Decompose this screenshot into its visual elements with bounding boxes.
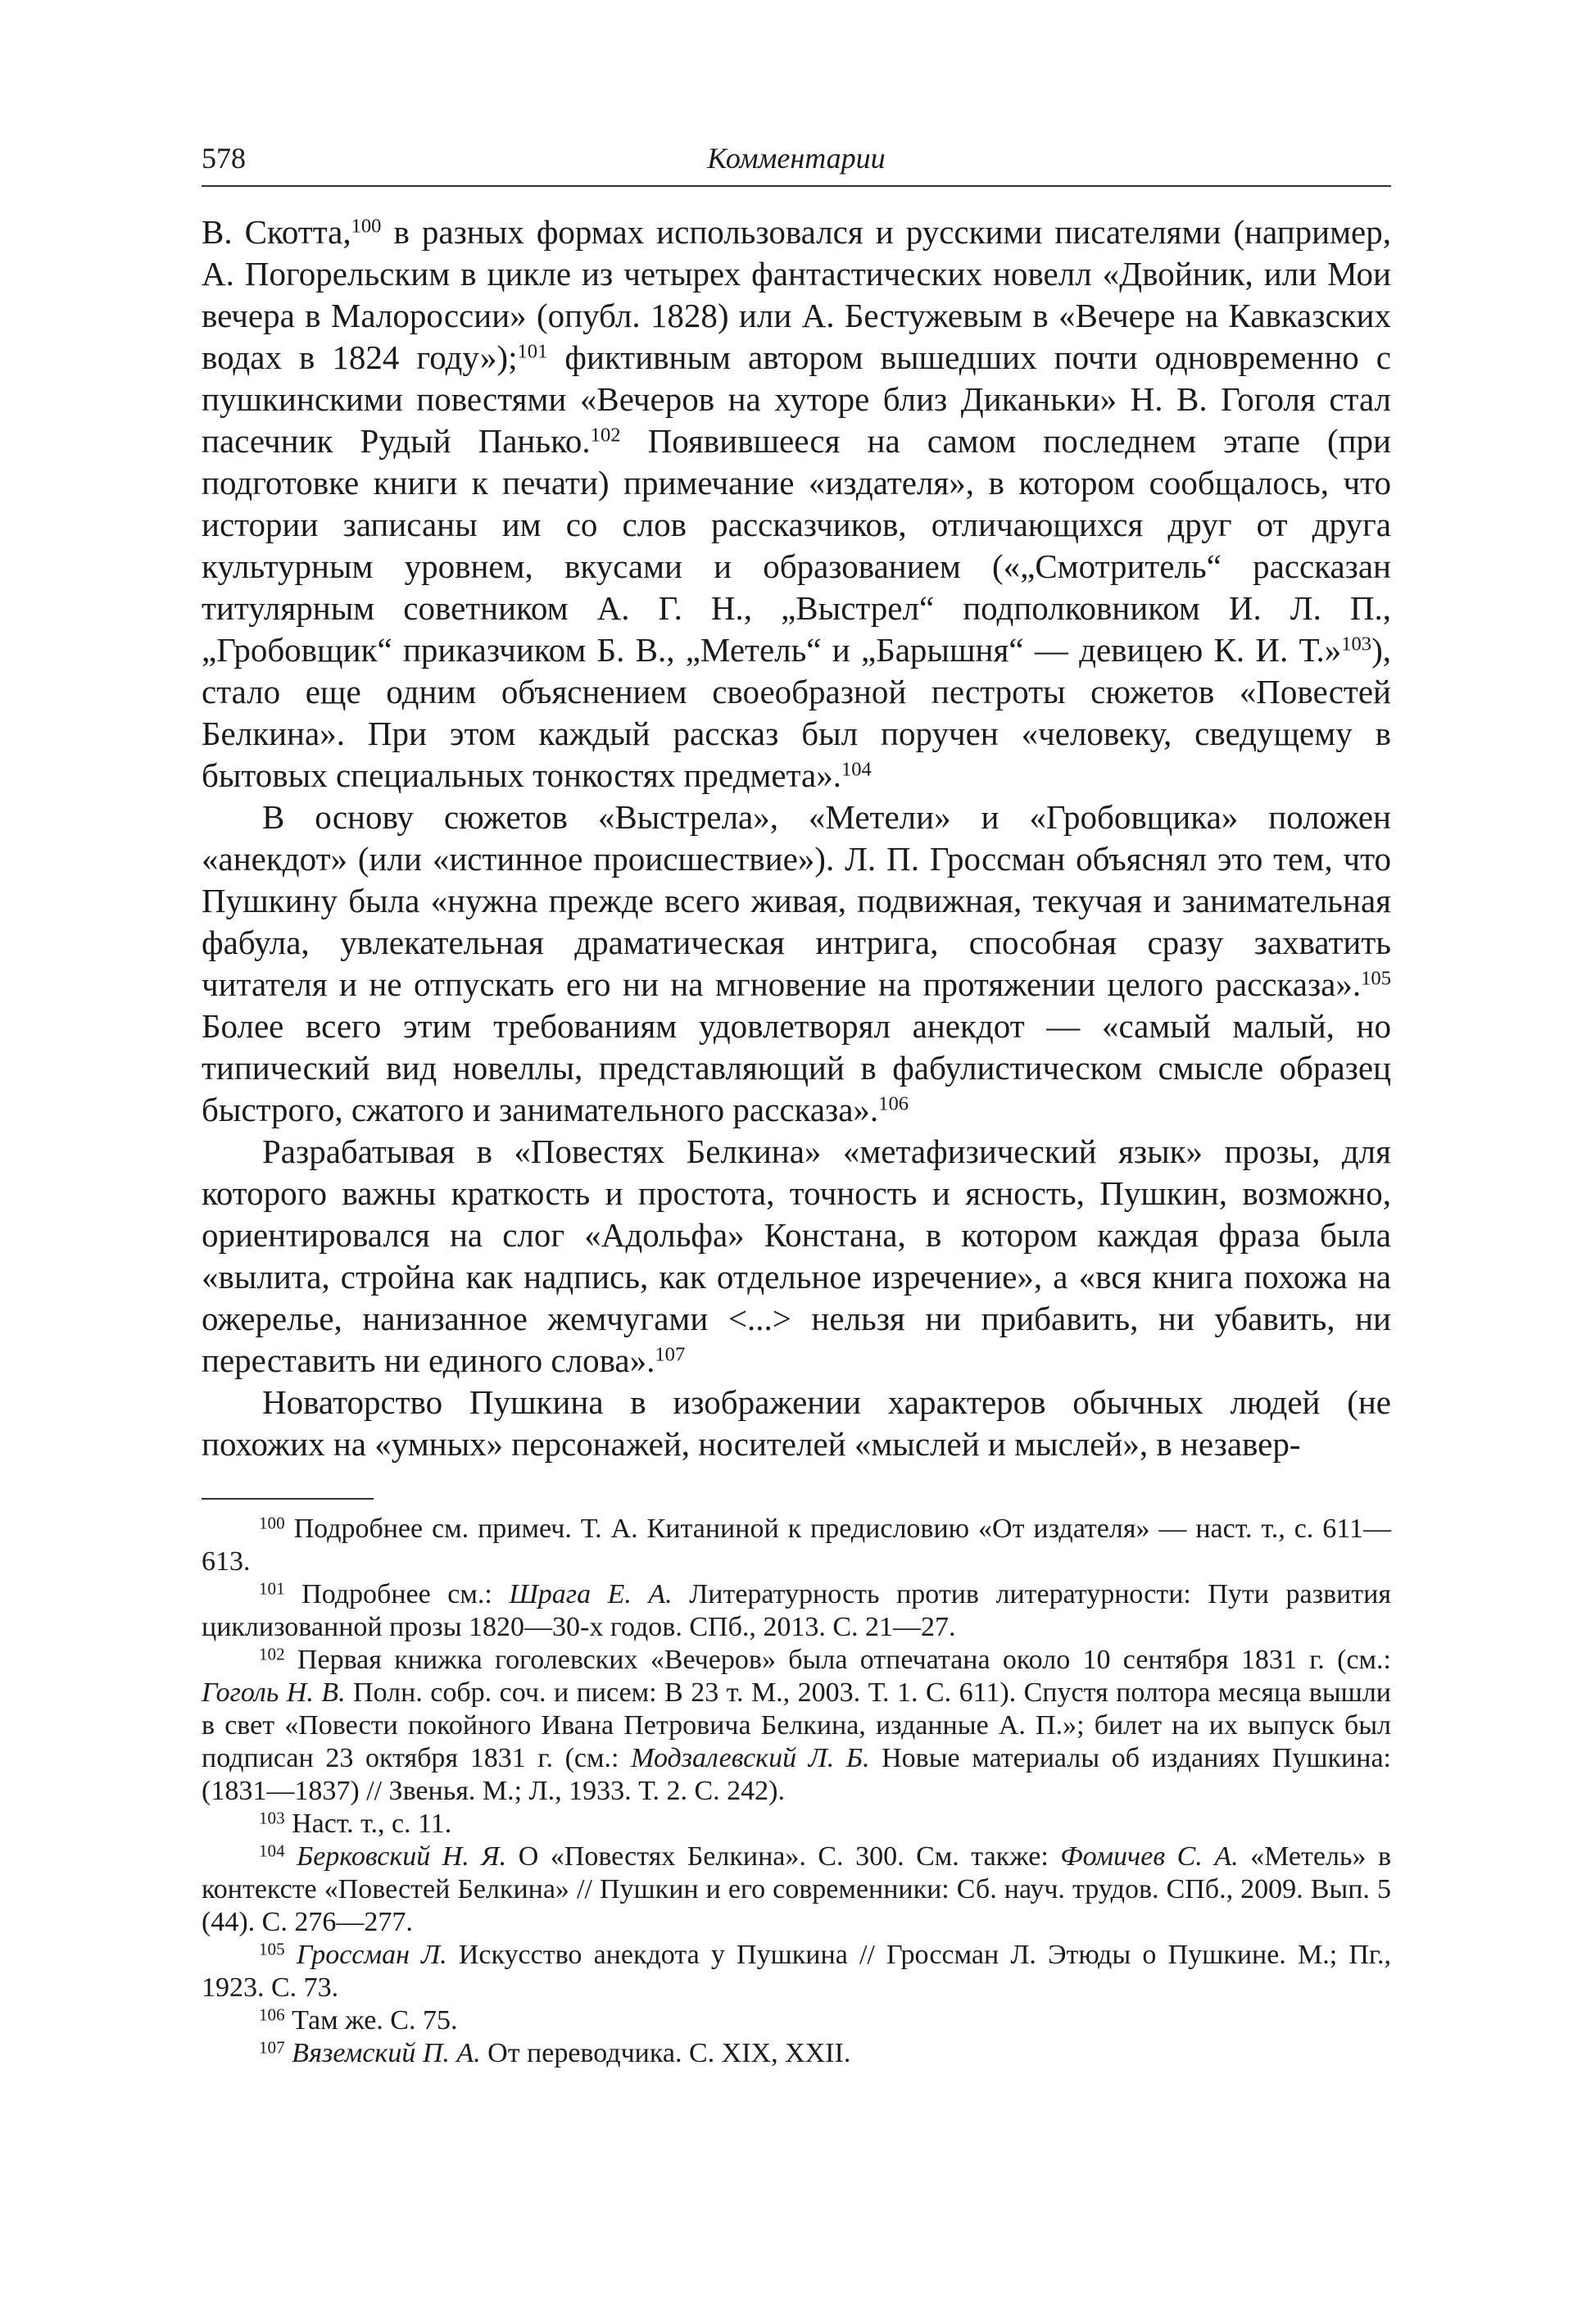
author-name: Шрага Е. А. [509, 1579, 673, 1609]
text-run: Новаторство Пушкина в изображении характеров обычных людей (не похожих на «умных» персонажей, носителей «мыслей и мыслей», в незавер- [202, 1383, 1391, 1463]
paragraph [202, 797, 1391, 1131]
text-run [285, 2038, 292, 2068]
footnote-number: 102 [259, 1644, 285, 1664]
author-name: Гроссман Л. [296, 1940, 447, 1970]
text-run: Появившееся на самом последнем этапе (при подготовке книги к печати) примечание «издателя», в котором сообщалось, что истории записаны им со слов рассказчиков, отличающихся друг от друга культурным уровнем, вкусами и образованием («„Смотритель“ рассказан титулярным советником А. Г. Н., „Выстрел“ подполковником И. Л. П., „Гробовщик“ приказчиком Б. В., „Метель“ и „Барышня“ — девицею К. И. Т.» [202, 422, 1391, 669]
footnote [202, 2004, 1391, 2037]
text-run: От переводчика. С. XIX, XXII. [480, 2038, 851, 2068]
author-name: Вяземский П. А. [292, 2038, 481, 2068]
text-run [285, 1940, 297, 1970]
running-title: Комментарии [707, 142, 886, 175]
text-run: Подробнее см.: [284, 1579, 510, 1609]
author-name: Гоголь Н. В. [202, 1677, 346, 1708]
page-number: 578 [202, 142, 246, 175]
footnote-divider [202, 1498, 374, 1500]
footnotes [202, 1513, 1391, 2070]
footnote [202, 1841, 1391, 1939]
text-run: В основу сюжетов «Выстрела», «Метели» и «Гробовщика» положен «анекдот» (или «истинное происшествие»). Л. П. Гроссман объяснял это тем, что Пушкину была «нужна прежде всего живая, подвижная, текучая и занимательная фабула, увлекательная драматическая интрига, способная сразу захватить читателя и не отпускать его ни на мгновение на протяжении целого рассказа». [202, 798, 1391, 1003]
footnote [202, 1808, 1391, 1841]
text-run: Разрабатывая в «Повестях Белкина» «метафизический язык» прозы, для которого важны краткость и простота, точность и ясность, Пушкин, возможно, ориентировался на слог «Адольфа» Констана, в котором каждая фраза была «вылита, стройна как надпись, как отдельное изречение», а «вся книга похожа на ожерелье, нанизанное жемчугами <...> нельзя ни прибавить, ни убавить, ни переставить ни единого слова». [202, 1132, 1391, 1379]
footnote-reference: 104 [841, 758, 872, 781]
footnote [202, 1644, 1391, 1808]
footnote [202, 1513, 1391, 1578]
page-header [202, 123, 1391, 187]
text-run: Более всего этим требованиям удовлетворял анекдот — «самый малый, но типический вид новеллы, представляющий в фабулистическом смысле образец быстрого, сжатого и занимательного рассказа». [202, 1007, 1391, 1128]
footnote [202, 2037, 1391, 2070]
text-run: Литературность против литературности: Пути развития циклизованной прозы 1820—30-х годов. СПб., 2013. С. 21—27. [202, 1579, 1391, 1642]
text-run: ), стало еще одним объяснением своеобразной пестроты сюжетов «Повестей Белкина». При этом каждый рассказ был поручен «человеку, сведущему в бытовых специальных тонкостях предмета». [202, 631, 1391, 794]
main-text [202, 211, 1391, 1465]
text-run: Новые материалы об изданиях Пушкина: (1831—1837) // Звенья. М.; Л., 1933. Т. 2. С. 242). [202, 1743, 1391, 1806]
text-run [285, 1841, 297, 1872]
footnote-reference: 101 [517, 340, 548, 363]
text-run: О «Повестях Белкина». С. 300. См. также: [506, 1841, 1061, 1872]
text-run: Подробнее см. примеч. Т. А. Китаниной к предисловию «От издателя» — наст. т., с. 611—613. [202, 1514, 1391, 1577]
author-name: Модзалевский Л. Б. [631, 1743, 870, 1773]
footnote-number: 100 [259, 1513, 285, 1533]
footnote-reference: 105 [1361, 967, 1391, 990]
footnote-reference: 100 [351, 215, 382, 238]
text-run: «Метель» в контексте «Повестей Белкина» // Пушкин и его современники: Сб. науч. трудов. СПб., 2009. Вып. 5 (44). С. 276—277. [202, 1841, 1392, 1937]
footnote-reference: 106 [878, 1092, 909, 1115]
text-run: Первая книжка гоголевских «Вечеров» была отпечатана около 10 сентября 1831 г. (см.: [284, 1645, 1391, 1675]
text-run: Наст. т., с. 11. [284, 1809, 452, 1839]
footnote [202, 1939, 1391, 2004]
paragraph [202, 1131, 1391, 1382]
footnote-number: 103 [259, 1808, 285, 1828]
footnote-number: 105 [259, 1939, 285, 1959]
paragraph [202, 211, 1391, 797]
footnote-reference: 107 [655, 1343, 686, 1366]
text-run: Полн. собр. соч. и писем: В 23 т. М., 2003. Т. 1. С. 611). Спустя полтора месяца вышли в свет «Повести покойного Ивана Петровича Белкина, изданные А. П.»; билет на их выпуск был подписан 23 октября 1831 г. (см.: [202, 1677, 1391, 1773]
footnote-number: 101 [259, 1578, 285, 1599]
text-run: Там же. С. 75. [284, 2005, 458, 2036]
footnote-number: 106 [259, 2004, 285, 2025]
footnote [202, 1578, 1391, 1644]
footnote-number: 104 [259, 1841, 285, 1861]
footnote-reference: 102 [590, 424, 621, 447]
footnote-number: 107 [259, 2037, 285, 2058]
text-run: фиктивным автором вышедших почти одновременно с пушкинскими повестями «Вечеров на хуторе близ Диканьки» Н. В. Гоголя стал пасечник Рудый Панько. [202, 338, 1391, 460]
text-run: В. Скотта, [202, 213, 351, 251]
footnote-reference: 103 [1341, 633, 1372, 656]
text-run: Искусство анекдота у Пушкина // Гроссман Л. Этюды о Пушкине. М.; Пг., 1923. С. 73. [202, 1940, 1392, 2003]
author-name: Фомичев С. А. [1060, 1841, 1239, 1872]
text-run: в разных формах использовался и русскими писателями (например, А. Погорельским в цикле из четырех фантастических новелл «Двойник, или Мои вечера в Малороссии» (опубл. 1828) или А. Бестужевым в «Вечере на Кавказских водах в 1824 году»); [202, 213, 1391, 376]
book-page [202, 123, 1391, 2070]
author-name: Берковский Н. Я. [297, 1841, 507, 1872]
paragraph [202, 1382, 1391, 1465]
